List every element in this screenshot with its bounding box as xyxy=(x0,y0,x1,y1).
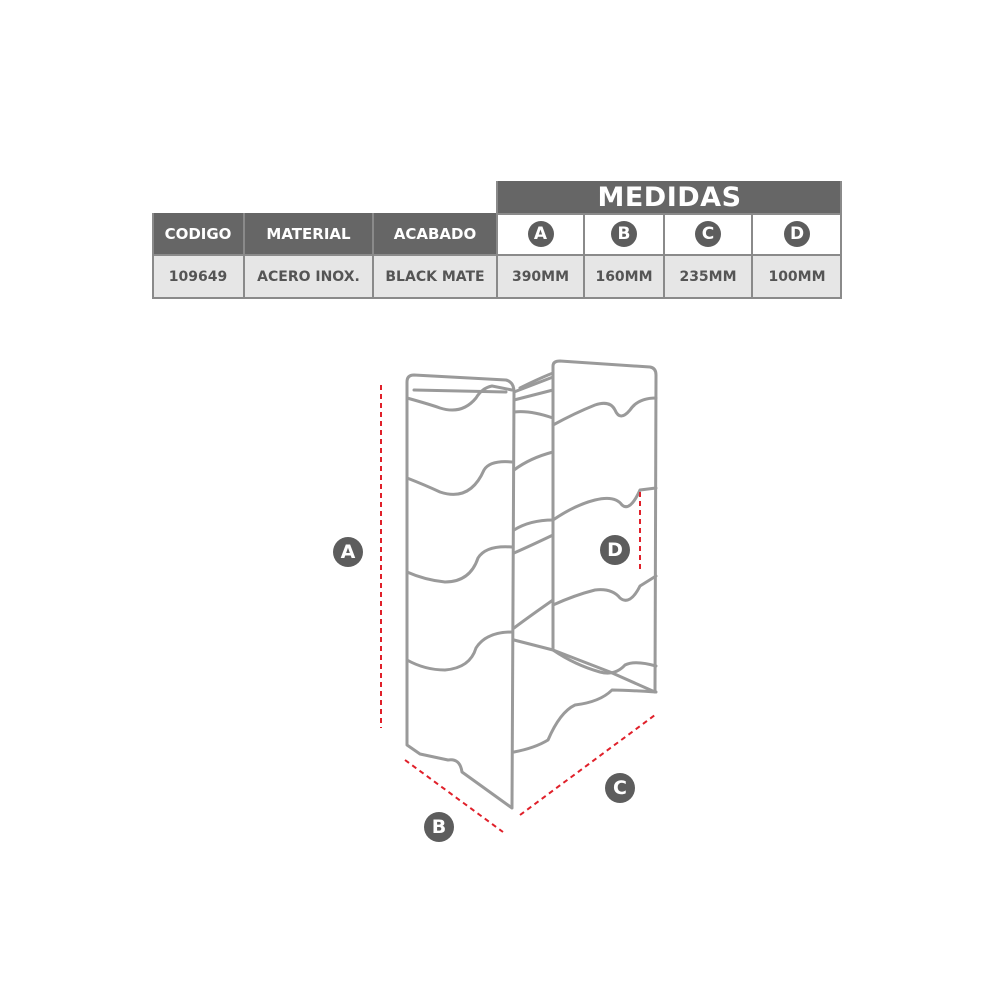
dimension-label-c: C xyxy=(605,773,635,803)
medidas-header: MEDIDAS xyxy=(497,181,842,213)
value-dimension-c: 235MM xyxy=(664,255,752,298)
front-rail xyxy=(407,547,512,582)
dimension-label-d: D xyxy=(600,535,630,565)
dimension-line-c xyxy=(520,715,655,815)
side-rail xyxy=(514,690,656,752)
side-rail xyxy=(514,600,553,628)
wine-rack-frame xyxy=(407,361,656,808)
side-rail xyxy=(514,390,553,400)
dimension-a-badge: A xyxy=(528,221,554,247)
dimension-lines xyxy=(381,385,655,832)
value-material: ACERO INOX. xyxy=(244,255,373,298)
side-rail xyxy=(514,412,553,418)
front-rail xyxy=(407,462,512,495)
dimension-label-b: B xyxy=(424,812,454,842)
value-dimension-d: 100MM xyxy=(752,255,842,298)
dimension-c-badge: C xyxy=(695,221,721,247)
dimension-b-badge: B xyxy=(611,221,637,247)
header-material: MATERIAL xyxy=(244,213,373,255)
side-rail xyxy=(514,520,553,530)
side-rail xyxy=(514,452,553,470)
back-panel-outline xyxy=(553,361,656,692)
back-rail xyxy=(553,398,656,425)
value-dimension-a: 390MM xyxy=(497,255,584,298)
front-panel-inner xyxy=(414,390,506,392)
dimension-label-a: A xyxy=(333,537,363,567)
header-codigo: CODIGO xyxy=(152,213,244,255)
back-rail xyxy=(553,576,656,605)
front-rail xyxy=(407,632,512,670)
side-rail xyxy=(514,535,553,553)
dimension-line-b xyxy=(405,760,503,832)
side-rail xyxy=(514,377,553,392)
side-rail xyxy=(514,640,553,650)
value-codigo: 109649 xyxy=(152,255,244,298)
value-acabado: BLACK MATE xyxy=(373,255,497,298)
value-dimension-b: 160MM xyxy=(584,255,664,298)
dimension-d-badge: D xyxy=(784,221,810,247)
front-panel-outline xyxy=(407,375,514,808)
header-acabado: ACABADO xyxy=(373,213,497,255)
